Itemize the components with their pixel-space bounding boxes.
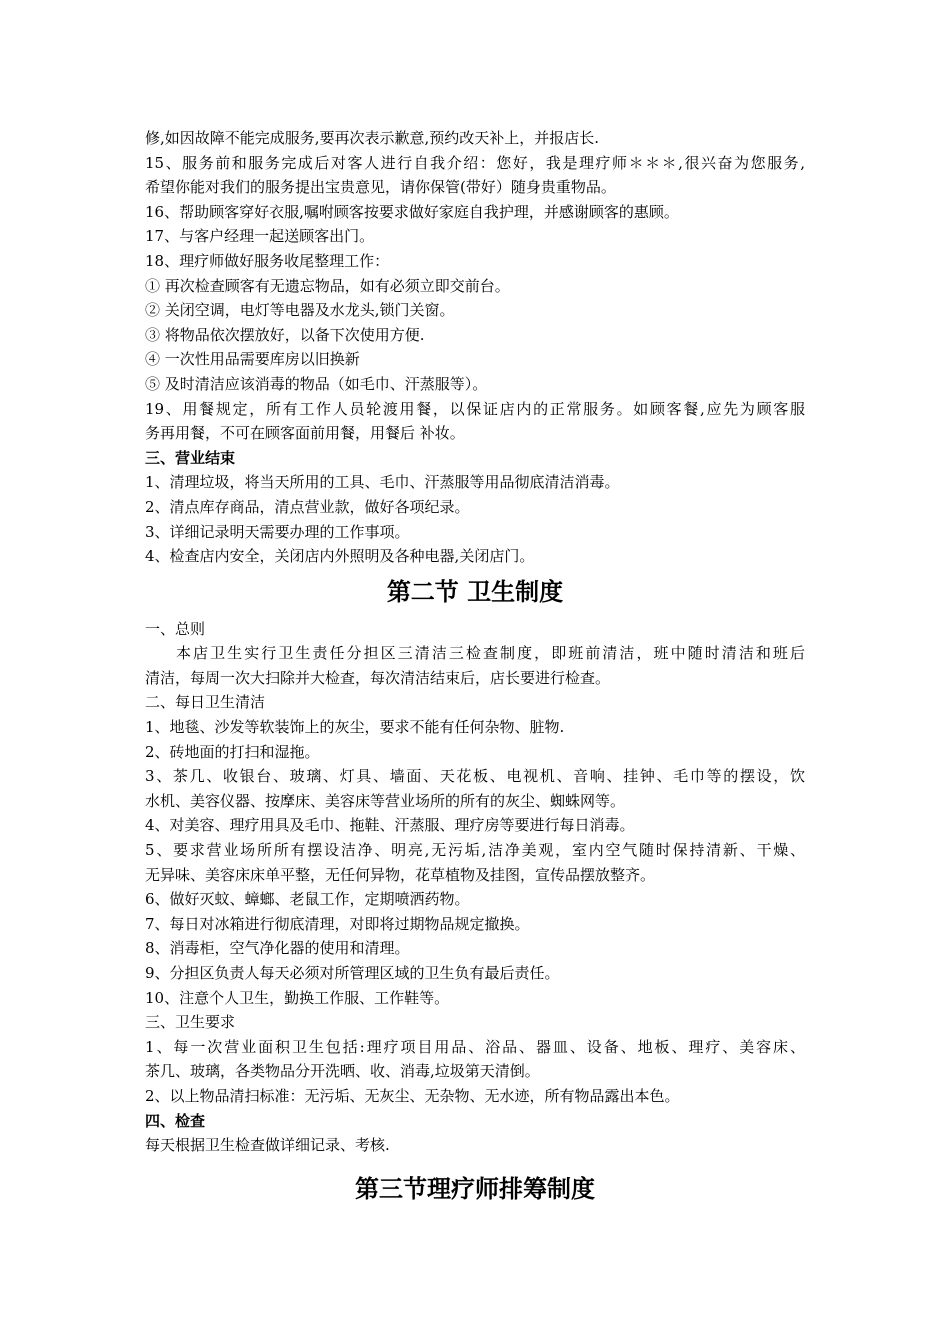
text-line: 3、茶几、收银台、玻璃、灯具、墙面、天花板、电视机、音响、挂钟、毛巾等的摆设，饮 bbox=[145, 767, 805, 786]
text-line: ① 再次检查顾客有无遗忘物品，如有必须立即交前台。 bbox=[145, 276, 510, 295]
section-2-body bbox=[145, 617, 805, 1158]
text-line: 务再用餐，不可在顾客面前用餐，用餐后 补妆。 bbox=[145, 424, 465, 443]
text-line: 18、理疗师做好服务收尾整理工作： bbox=[145, 251, 390, 270]
text-line: 4、检查店内安全，关闭店内外照明及各种电器,关闭店门。 bbox=[145, 547, 535, 566]
text-line: 每天根据卫生检查做详细记录、考核. bbox=[145, 1136, 390, 1155]
text-line: 三、卫生要求 bbox=[145, 1013, 236, 1032]
text-line: 希望你能对我们的服务提出宝贵意见，请你保管(带好）随身贵重物品。 bbox=[145, 178, 616, 197]
text-line: 15、服务前和服务完成后对客人进行自我介绍：您好，我是理疗师＊＊＊,很兴奋为您服务, bbox=[145, 153, 805, 172]
text-line: 清洁，每周一次大扫除并大检查，每次清洁结束后，店长要进行检查。 bbox=[145, 668, 611, 687]
section-3-title: 第三节理疗师排筹制度 bbox=[355, 1174, 595, 1203]
text-line: 3、详细记录明天需要办理的工作事项。 bbox=[145, 522, 410, 541]
text-line: ③ 将物品依次摆放好，以备下次使用方便. bbox=[145, 325, 425, 344]
text-line: 无异味、美容床床单平整，无任何异物，花草植物及挂图，宣传品摆放整齐。 bbox=[145, 865, 656, 884]
text-line: 9、分担区负责人每天必须对所管理区域的卫生负有最后责任。 bbox=[145, 964, 560, 982]
text-line: 本店卫生实行卫生责任分担区三清洁三检查制度，即班前清洁，班中随时清洁和班后 bbox=[176, 644, 805, 663]
section-2-title: 第二节 卫生制度 bbox=[386, 577, 564, 606]
document-page bbox=[145, 126, 805, 1206]
text-line: 17、与客户经理一起送顾客出门。 bbox=[145, 227, 375, 246]
text-line: 5、要求营业场所所有摆设洁净、明亮,无污垢,洁净美观，室内空气随时保持清新、干燥、 bbox=[145, 841, 805, 860]
text-line: 1、每一次营业面积卫生包括:理疗项目用品、浴品、器皿、设备、地板、理疗、美容床、 bbox=[145, 1037, 805, 1056]
text-line: 1、地毯、沙发等软装饰上的灰尘，要求不能有任何杂物、脏物. bbox=[145, 718, 565, 737]
section-1-body bbox=[145, 126, 805, 569]
text-line: 四、检查 bbox=[145, 1111, 206, 1130]
text-line: 1、清理垃圾，将当天所用的工具、毛巾、汗蒸服等用品彻底清洁消毒。 bbox=[145, 473, 620, 492]
text-line: 2、砖地面的打扫和湿拖。 bbox=[145, 742, 320, 761]
text-line: 三、营业结束 bbox=[145, 448, 236, 467]
text-line: 茶几、玻璃，各类物品分开洗晒、收、消毒,垃圾第天清倒。 bbox=[145, 1062, 540, 1081]
text-line: 2、清点库存商品，清点营业款，做好各项纪录。 bbox=[145, 497, 470, 516]
text-line: ④ 一次性用品需要库房以旧换新 bbox=[145, 350, 360, 369]
text-line: 7、每日对冰箱进行彻底清理，对即将过期物品规定撤换。 bbox=[145, 914, 530, 933]
text-line: 4、对美容、理疗用具及毛巾、拖鞋、汗蒸服、理疗房等要进行每日消毒。 bbox=[145, 816, 635, 835]
text-line: 16、帮助顾客穿好衣服,嘱咐顾客按要求做好家庭自我护理，并感谢顾客的惠顾。 bbox=[145, 202, 679, 221]
text-line: 6、做好灭蚊、蟑螂、老鼠工作，定期喷洒药物。 bbox=[145, 890, 470, 909]
text-line: ② 关闭空调，电灯等电器及水龙头,锁门关窗。 bbox=[145, 301, 455, 320]
text-line: 2、以上物品清扫标准：无污垢、无灰尘、无杂物、无水迹，所有物品露出本色。 bbox=[145, 1086, 680, 1105]
text-line: 10、注意个人卫生，勤换工作服、工作鞋等。 bbox=[145, 988, 450, 1007]
text-line: 8、消毒柜，空气净化器的使用和清理。 bbox=[145, 939, 410, 958]
text-line: ⑤ 及时清洁应该消毒的物品（如毛巾、汗蒸服等）。 bbox=[145, 374, 488, 393]
text-line: 修,如因故障不能完成服务,要再次表示歉意,预约改天补上，并报店长. bbox=[145, 129, 600, 147]
text-line: 19、用餐规定，所有工作人员轮渡用餐，以保证店内的正常服务。如顾客餐,应先为顾客服 bbox=[145, 399, 805, 418]
text-line: 一、总则 bbox=[145, 619, 206, 638]
text-line: 二、每日卫生清洁 bbox=[145, 693, 266, 712]
text-line: 水机、美容仪器、按摩床、美容床等营业场所的所有的灰尘、蜘蛛网等。 bbox=[145, 791, 626, 810]
